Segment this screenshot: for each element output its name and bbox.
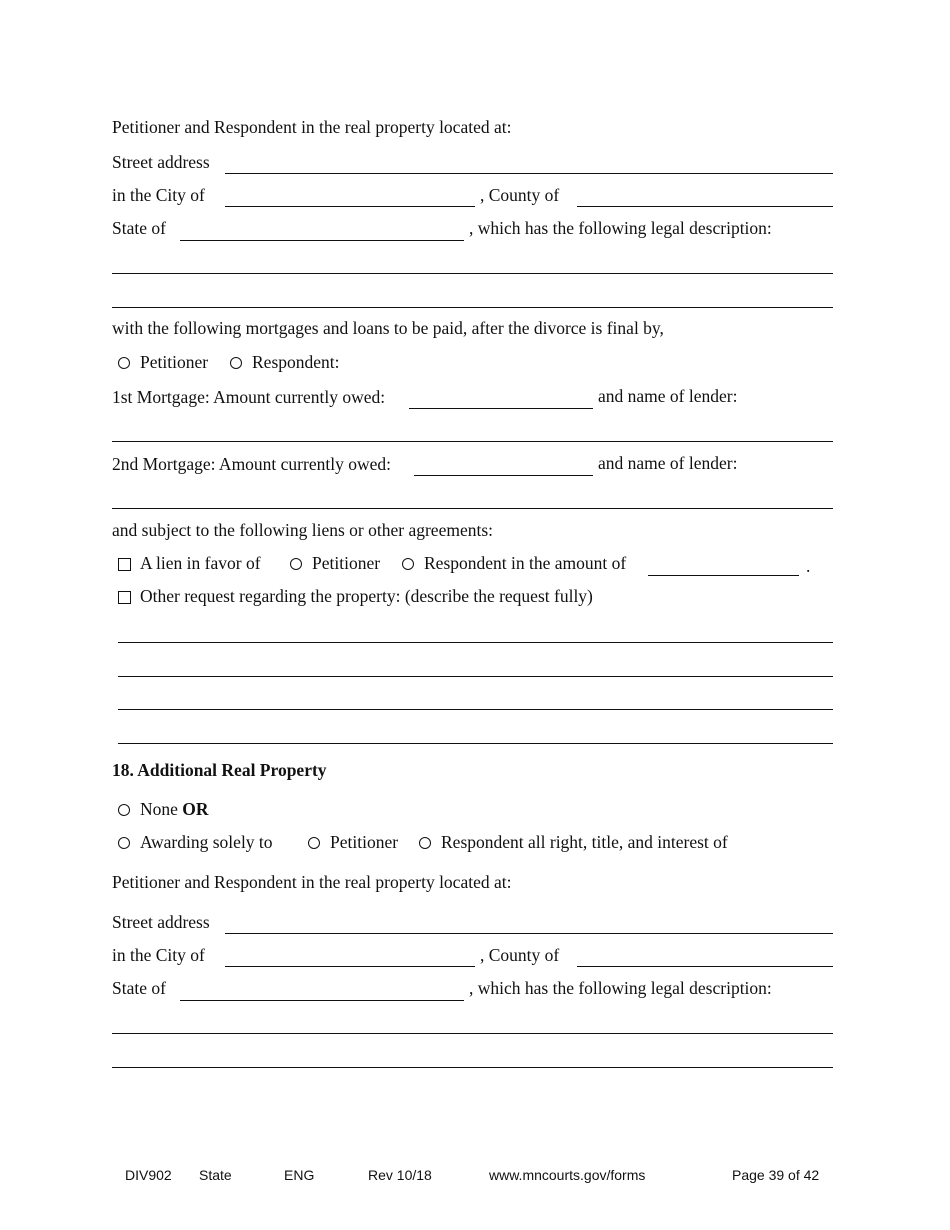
payer-petitioner-label: Petitioner xyxy=(140,352,209,372)
street-address-field[interactable] xyxy=(225,173,833,174)
city-label: in the City of xyxy=(112,185,205,205)
footer-revision: Rev 10/18 xyxy=(368,1167,432,1183)
street-address-field-18[interactable] xyxy=(225,933,833,934)
award-respondent-radio[interactable] xyxy=(419,837,431,849)
lien-respondent-radio[interactable] xyxy=(402,558,414,570)
other-request-line-2[interactable] xyxy=(118,676,833,677)
legal-description-line-1[interactable] xyxy=(112,273,833,274)
liens-intro: and subject to the following liens or other agreements: xyxy=(112,520,494,540)
other-request-line-4[interactable] xyxy=(118,743,833,744)
section-18-heading: 18. Additional Real Property xyxy=(112,760,327,780)
footer-language: ENG xyxy=(284,1167,315,1183)
award-radio[interactable] xyxy=(118,837,130,849)
footer-form-id: DIV902 xyxy=(125,1167,172,1183)
legal-description-line-1-18[interactable] xyxy=(112,1033,833,1034)
state-field-18[interactable] xyxy=(180,1000,464,1001)
state-label-18: State of xyxy=(112,978,166,998)
mortgage1-label: 1st Mortgage: Amount currently owed: xyxy=(112,387,386,407)
footer-website[interactable]: www.mncourts.gov/forms xyxy=(489,1167,646,1183)
lien-respondent-label: Respondent in the amount of xyxy=(424,553,627,573)
location-intro: Petitioner and Respondent in the real property located at: xyxy=(112,117,512,137)
none-or: OR xyxy=(182,799,209,819)
street-address-label-18: Street address xyxy=(112,912,210,932)
mortgage2-label: 2nd Mortgage: Amount currently owed: xyxy=(112,454,391,474)
street-address-label: Street address xyxy=(112,152,210,172)
legal-description-line-2[interactable] xyxy=(112,307,833,308)
mortgage1-lender-field[interactable] xyxy=(112,441,833,442)
award-petitioner-label: Petitioner xyxy=(330,832,399,852)
state-label: State of xyxy=(112,218,166,238)
other-request-checkbox[interactable] xyxy=(118,591,131,604)
footer-jurisdiction: State xyxy=(199,1167,232,1183)
county-label: , County of xyxy=(480,185,560,205)
lien-petitioner-radio[interactable] xyxy=(290,558,302,570)
lien-label: A lien in favor of xyxy=(140,553,261,573)
county-field-18[interactable] xyxy=(577,966,833,967)
legal-description-line-2-18[interactable] xyxy=(112,1067,833,1068)
other-request-line-3[interactable] xyxy=(118,709,833,710)
payer-respondent-radio[interactable] xyxy=(230,357,242,369)
award-label: Awarding solely to xyxy=(140,832,273,852)
none-radio[interactable] xyxy=(118,804,130,816)
payer-petitioner-radio[interactable] xyxy=(118,357,130,369)
award-petitioner-radio[interactable] xyxy=(308,837,320,849)
county-field[interactable] xyxy=(577,206,833,207)
mortgage1-amount-field[interactable] xyxy=(409,408,593,409)
mortgage2-lender-field[interactable] xyxy=(112,508,833,509)
other-request-label: Other request regarding the property: (describe the request fully) xyxy=(140,586,593,606)
mortgage2-amount-field[interactable] xyxy=(414,475,593,476)
mortgage1-lender-label: and name of lender: xyxy=(598,386,738,406)
legal-description-label: , which has the following legal description: xyxy=(469,218,772,238)
payer-respondent-label: Respondent: xyxy=(252,352,340,372)
legal-description-label-18: , which has the following legal description: xyxy=(469,978,772,998)
county-label-18: , County of xyxy=(480,945,560,965)
none-option xyxy=(140,799,209,819)
city-field-18[interactable] xyxy=(225,966,475,967)
lien-petitioner-label: Petitioner xyxy=(312,553,381,573)
mortgage2-lender-label: and name of lender: xyxy=(598,453,738,473)
lien-amount-field[interactable] xyxy=(648,575,799,576)
city-label-18: in the City of xyxy=(112,945,205,965)
none-label: None xyxy=(140,799,178,819)
city-field[interactable] xyxy=(225,206,475,207)
lien-checkbox[interactable] xyxy=(118,558,131,571)
footer-page-number: Page 39 of 42 xyxy=(732,1167,820,1183)
lien-period: . xyxy=(806,556,811,576)
other-request-line-1[interactable] xyxy=(118,642,833,643)
award-respondent-label: Respondent all right, title, and interest of xyxy=(441,832,728,852)
mortgage-intro: with the following mortgages and loans to be paid, after the divorce is final by, xyxy=(112,318,664,338)
location-intro-18: Petitioner and Respondent in the real property located at: xyxy=(112,872,512,892)
state-field[interactable] xyxy=(180,240,464,241)
